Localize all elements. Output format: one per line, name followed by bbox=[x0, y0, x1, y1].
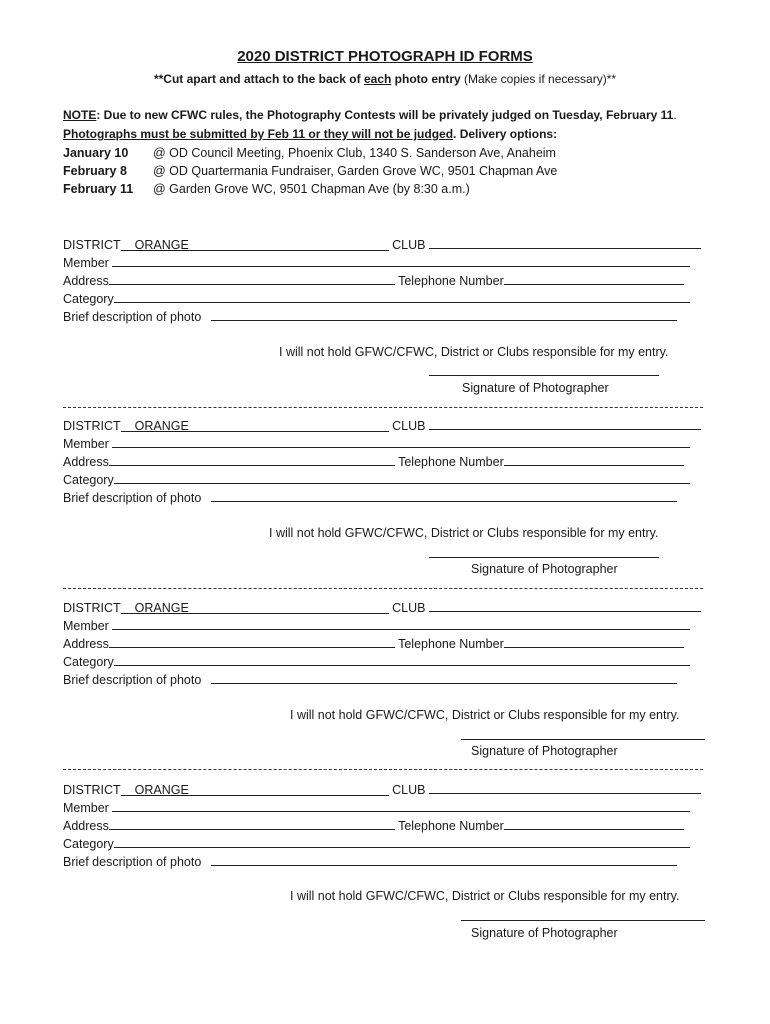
address-row bbox=[63, 635, 684, 651]
telephone-field[interactable] bbox=[504, 817, 684, 830]
member-row bbox=[63, 254, 690, 270]
district-value: ORANGE bbox=[134, 601, 189, 615]
telephone-label: Telephone Number bbox=[398, 637, 504, 651]
address-label: Address bbox=[63, 819, 109, 833]
description-label: Brief description of photo bbox=[63, 310, 202, 324]
category-field[interactable] bbox=[114, 653, 690, 666]
district-label: DISTRICT bbox=[63, 601, 121, 615]
member-field[interactable] bbox=[112, 254, 690, 267]
description-field[interactable] bbox=[211, 853, 677, 866]
address-label: Address bbox=[63, 637, 109, 651]
disclaimer: I will not hold GFWC/CFWC, District or Clubs responsible for my entry. bbox=[279, 345, 669, 359]
club-label: CLUB bbox=[392, 601, 426, 615]
club-label: CLUB bbox=[392, 419, 426, 433]
club-field[interactable] bbox=[429, 417, 701, 430]
delivery-place: @ Garden Grove WC, 9501 Chapman Ave (by 8:30 a.m.) bbox=[153, 182, 470, 196]
telephone-field[interactable] bbox=[504, 272, 684, 285]
address-field[interactable] bbox=[109, 272, 395, 285]
telephone-label: Telephone Number bbox=[398, 455, 504, 469]
delivery-place: @ OD Council Meeting, Phoenix Club, 1340 S. Sanderson Ave, Anaheim bbox=[153, 146, 556, 160]
description-label: Brief description of photo bbox=[63, 673, 202, 687]
club-label: CLUB bbox=[392, 783, 426, 797]
disclaimer: I will not hold GFWC/CFWC, District or Clubs responsible for my entry. bbox=[290, 708, 680, 722]
telephone-label: Telephone Number bbox=[398, 274, 504, 288]
district-field[interactable] bbox=[121, 419, 389, 432]
telephone-field[interactable] bbox=[504, 453, 684, 466]
note-end: . bbox=[673, 108, 677, 122]
member-field[interactable] bbox=[112, 435, 690, 448]
category-label: Category bbox=[63, 292, 114, 306]
note-deadline: Photographs must be submitted by Feb 11 or they will not be judged bbox=[63, 127, 454, 141]
signature-field[interactable] bbox=[461, 738, 705, 740]
signature-label: Signature of Photographer bbox=[471, 562, 618, 576]
category-row bbox=[63, 290, 690, 306]
subtitle-part3: (Make copies if necessary)** bbox=[460, 72, 617, 86]
district-club-row bbox=[63, 599, 701, 615]
address-row bbox=[63, 817, 684, 833]
description-field[interactable] bbox=[211, 489, 677, 502]
club-label: CLUB bbox=[392, 238, 426, 252]
member-field[interactable] bbox=[112, 617, 690, 630]
delivery-row bbox=[63, 182, 470, 196]
signature-field[interactable] bbox=[461, 919, 705, 921]
address-field[interactable] bbox=[109, 453, 395, 466]
delivery-row bbox=[63, 146, 556, 160]
district-club-row bbox=[63, 417, 701, 433]
member-row bbox=[63, 617, 690, 633]
district-label: DISTRICT bbox=[63, 783, 121, 797]
signature-label: Signature of Photographer bbox=[462, 381, 609, 395]
description-field[interactable] bbox=[211, 308, 677, 321]
district-value: ORANGE bbox=[134, 238, 189, 252]
description-label: Brief description of photo bbox=[63, 491, 202, 505]
address-label: Address bbox=[63, 455, 109, 469]
subtitle-part1: **Cut apart and attach to the back of bbox=[153, 72, 364, 86]
member-label: Member bbox=[63, 437, 109, 451]
description-row bbox=[63, 853, 677, 869]
description-label: Brief description of photo bbox=[63, 855, 202, 869]
delivery-date: January 10 bbox=[63, 146, 129, 160]
address-field[interactable] bbox=[109, 635, 395, 648]
cut-line bbox=[63, 588, 703, 589]
category-row bbox=[63, 653, 690, 669]
district-label: DISTRICT bbox=[63, 238, 121, 252]
category-label: Category bbox=[63, 655, 114, 669]
note-line2 bbox=[63, 127, 713, 141]
note-text: : Due to new CFWC rules, the Photography Contests will be privately judged on Tuesday, February 11 bbox=[96, 108, 674, 122]
member-label: Member bbox=[63, 801, 109, 815]
delivery-date: February 8 bbox=[63, 164, 127, 178]
signature-label: Signature of Photographer bbox=[471, 744, 618, 758]
club-field[interactable] bbox=[429, 781, 701, 794]
member-row bbox=[63, 435, 690, 451]
address-row bbox=[63, 453, 684, 469]
page-title: 2020 DISTRICT PHOTOGRAPH ID FORMS bbox=[237, 48, 533, 65]
description-row bbox=[63, 671, 677, 687]
signature-field[interactable] bbox=[429, 556, 659, 558]
telephone-field[interactable] bbox=[504, 635, 684, 648]
member-label: Member bbox=[63, 256, 109, 270]
club-field[interactable] bbox=[429, 599, 701, 612]
signature-field[interactable] bbox=[429, 374, 659, 376]
cut-line bbox=[63, 769, 703, 770]
subtitle-each: each bbox=[363, 72, 392, 86]
address-label: Address bbox=[63, 274, 109, 288]
member-row bbox=[63, 799, 690, 815]
member-field[interactable] bbox=[112, 799, 690, 812]
disclaimer: I will not hold GFWC/CFWC, District or Clubs responsible for my entry. bbox=[269, 526, 659, 540]
category-field[interactable] bbox=[114, 290, 690, 303]
district-value: ORANGE bbox=[134, 783, 189, 797]
category-label: Category bbox=[63, 837, 114, 851]
district-value: ORANGE bbox=[134, 419, 189, 433]
district-field[interactable] bbox=[121, 783, 389, 796]
member-label: Member bbox=[63, 619, 109, 633]
address-row bbox=[63, 272, 684, 288]
category-field[interactable] bbox=[114, 835, 690, 848]
category-field[interactable] bbox=[114, 471, 690, 484]
category-label: Category bbox=[63, 473, 114, 487]
description-field[interactable] bbox=[211, 671, 677, 684]
description-row bbox=[63, 308, 677, 324]
category-row bbox=[63, 471, 690, 487]
note-label: NOTE bbox=[63, 108, 97, 122]
category-row bbox=[63, 835, 690, 851]
district-field[interactable] bbox=[121, 238, 389, 251]
district-field[interactable] bbox=[121, 601, 389, 614]
cut-line bbox=[63, 407, 703, 408]
delivery-row bbox=[63, 164, 557, 178]
subtitle bbox=[0, 72, 770, 86]
subtitle-part2: photo entry bbox=[391, 72, 461, 86]
telephone-label: Telephone Number bbox=[398, 819, 504, 833]
address-field[interactable] bbox=[109, 817, 395, 830]
disclaimer: I will not hold GFWC/CFWC, District or Clubs responsible for my entry. bbox=[290, 889, 680, 903]
note-delivery-options: . Delivery options: bbox=[453, 127, 558, 141]
district-label: DISTRICT bbox=[63, 419, 121, 433]
delivery-place: @ OD Quartermania Fundraiser, Garden Grove WC, 9501 Chapman Ave bbox=[153, 164, 558, 178]
signature-label: Signature of Photographer bbox=[471, 926, 618, 940]
delivery-date: February 11 bbox=[63, 182, 134, 196]
description-row bbox=[63, 489, 677, 505]
district-club-row bbox=[63, 236, 701, 252]
club-field[interactable] bbox=[429, 236, 701, 249]
district-club-row bbox=[63, 781, 701, 797]
note bbox=[63, 108, 713, 122]
